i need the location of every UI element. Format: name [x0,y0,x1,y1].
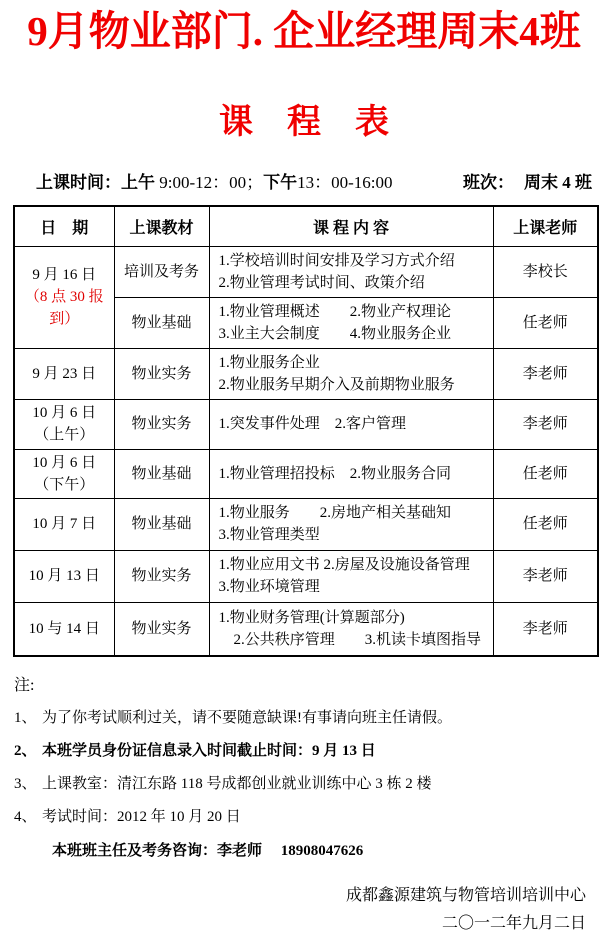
header-material: 上课教材 [114,206,209,246]
class-number-value: 周末 4 班 [524,173,592,193]
material-cell: 物业实务 [114,348,209,399]
content-cell [209,449,493,498]
note-text: 考试时间：2012 年 10 月 20 日 [42,809,241,826]
class-number-text [463,168,592,193]
page-title: 9月物业部门. 企业经理周末4班 [27,8,581,54]
note-number: 3、 [14,776,37,793]
table-row [14,449,598,498]
date-text-line2: （下午） [34,476,95,493]
date-note-text: （8 点 30 报到） [24,289,104,328]
note-number: 2、 [14,743,37,760]
content-line: 1.物业服务 2.房地产相关基础知 [218,505,452,522]
content-line: 2.公共秩序管理 3.机读卡填图指导 [218,631,482,648]
class-number-label: 班次： [463,173,514,193]
content-line: 2.物业管理考试时间、政策介绍 [218,274,425,291]
date-text: 10 月 6 日 [32,405,97,422]
table-row [14,348,598,399]
teacher-cell: 任老师 [493,297,598,348]
date-text-line2: （上午） [34,427,95,444]
teacher-cell: 任老师 [493,449,598,498]
teacher-cell: 李老师 [493,348,598,399]
table-row [14,246,598,297]
material-cell: 物业基础 [114,297,209,348]
date-cell [14,246,114,348]
content-line: 1.物业服务企业 [218,354,320,371]
footer [0,883,608,939]
note-item [14,774,608,794]
content-line: 1.突发事件处理 2.客户管理 [218,416,407,433]
date-cell [14,399,114,449]
content-cell [209,399,493,449]
content-cell [209,348,493,399]
content-line: 1.物业管理招投标 2.物业服务合同 [218,465,452,482]
table-row [14,550,598,602]
note-item [14,807,608,827]
content-cell [209,602,493,656]
material-cell: 物业实务 [114,602,209,656]
content-line: 1.物业管理概述 2.物业产权理论 [218,303,452,320]
teacher-cell: 李校长 [493,246,598,297]
teacher-cell: 李老师 [493,550,598,602]
content-line: 3.物业环境管理 [218,579,320,596]
note-item [14,708,608,728]
note-text: 本班学员身份证信息录入时间截止时间：9 月 13 日 [42,743,376,760]
teacher-cell: 李老师 [493,399,598,449]
footer-date: 二〇一二年九月二日 [441,915,586,933]
header-date: 日 期 [14,206,114,246]
note-item [14,741,608,761]
content-cell [209,498,493,550]
class-time-label: 上课时间： [36,173,121,193]
content-cell [209,246,493,297]
table-header-row [14,206,598,246]
teacher-cell: 李老师 [493,602,598,656]
schedule-title: 课 程 表 [219,104,389,142]
teacher-cell: 任老师 [493,498,598,550]
table-row [14,399,598,449]
note-number: 4、 [14,809,37,826]
date-cell: 10 月 7 日 [14,498,114,550]
date-text: 9 月 16 日 [32,267,97,284]
date-cell [14,449,114,498]
course-schedule-table [13,205,599,657]
advisor-contact-line: 本班班主任及考务咨询：李老师 18908047626 [52,843,364,860]
date-cell: 10 月 13 日 [14,550,114,602]
material-cell: 物业基础 [114,449,209,498]
material-cell: 物业基础 [114,498,209,550]
material-cell: 培训及考务 [114,246,209,297]
date-cell: 10 与 14 日 [14,602,114,656]
date-cell: 9 月 23 日 [14,348,114,399]
notes-section [0,672,608,861]
footer-organization: 成都鑫源建筑与物管培训培训中心 [345,887,586,905]
table-row [14,498,598,550]
notes-label: 注: [14,677,35,695]
content-line: 2.物业服务早期介入及前期物业服务 [218,376,455,393]
morning-time: 9:00-12：00； [155,173,264,193]
class-info-line [0,168,608,193]
afternoon-time: 13：00-16:00 [297,173,393,193]
morning-label: 上午 [121,173,155,193]
header-content: 课 程 内 容 [209,206,493,246]
content-cell [209,550,493,602]
material-cell: 物业实务 [114,399,209,449]
class-time-text [36,168,393,193]
content-line: 1.物业应用文书 2.房屋及设施设备管理 [218,557,470,574]
header-teacher: 上课老师 [493,206,598,246]
content-cell [209,297,493,348]
afternoon-label: 下午 [263,173,298,193]
content-line: 1.学校培训时间安排及学习方式介绍 [218,252,455,269]
content-line: 3.业主大会制度 4.物业服务企业 [218,325,452,342]
date-text: 10 月 6 日 [32,454,97,471]
table-row [14,602,598,656]
note-text: 为了你考试顺利过关，请不要随意缺课!有事请向班主任请假。 [42,710,452,727]
note-number: 1、 [14,710,37,727]
note-text: 上课教室：清江东路 118 号成都创业就业训练中心 3 栋 2 楼 [42,776,432,793]
content-line: 3.物业管理类型 [218,527,320,544]
material-cell: 物业实务 [114,550,209,602]
content-line: 1.物业财务管理(计算题部分) [218,609,405,626]
